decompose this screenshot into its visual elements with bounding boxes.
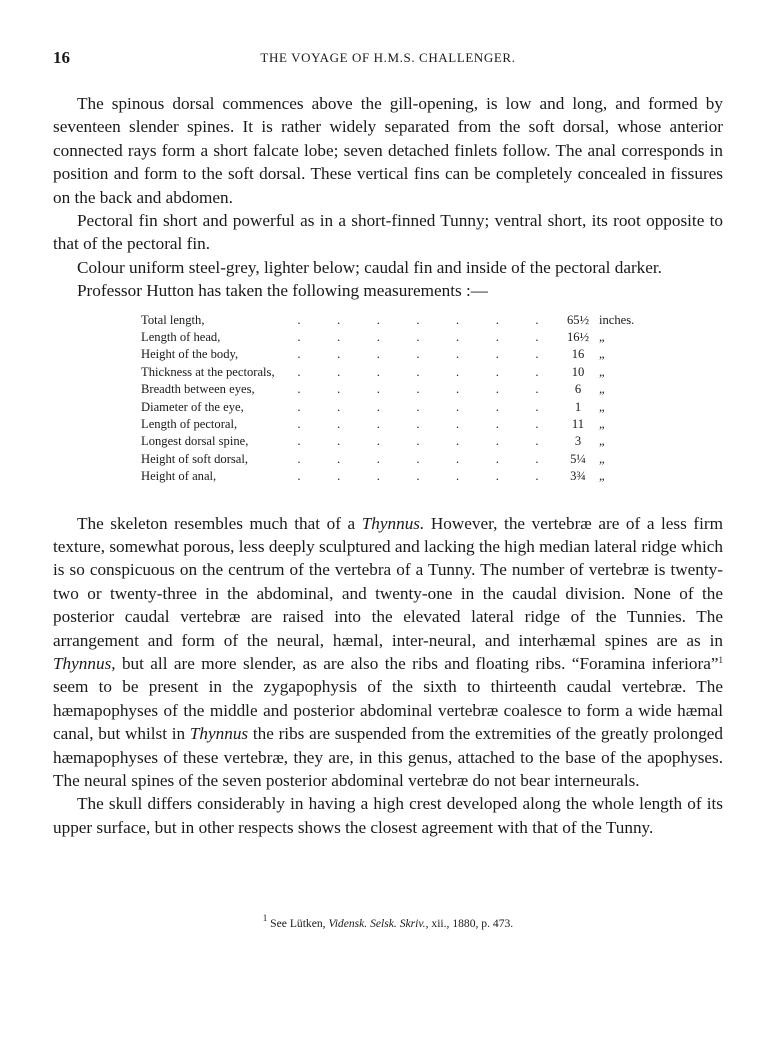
- leader-dot: .: [535, 417, 539, 431]
- leader-dot: .: [495, 417, 499, 431]
- leader-dot: .: [297, 347, 301, 362]
- leader-dot: .: [337, 330, 341, 345]
- measurement-unit: „: [599, 347, 605, 362]
- leader-dot: .: [376, 364, 380, 379]
- measurement-label: Length of head,: [141, 330, 221, 345]
- italic-genus-name: Thynnus.: [361, 513, 425, 533]
- leader-dot: .: [416, 364, 420, 379]
- measurement-row: [141, 329, 661, 346]
- leader-dot: .: [376, 347, 380, 362]
- measurement-row: [141, 381, 661, 398]
- measurement-unit: „: [599, 382, 605, 397]
- measurement-unit: „: [599, 330, 605, 345]
- leader-dot: .: [337, 382, 341, 397]
- leader-dot: .: [495, 399, 499, 414]
- measurement-row: [141, 399, 661, 416]
- paragraph-colour: Colour uniform steel-grey, lighter below; caudal fin and inside of the pectoral darker.: [77, 257, 662, 277]
- measurement-value: 5¼: [570, 451, 586, 466]
- leader-dot: .: [297, 312, 301, 327]
- leader-dot: .: [376, 312, 380, 327]
- leader-dot: .: [416, 434, 420, 449]
- leader-dot: .: [535, 364, 539, 379]
- leader-dot: .: [495, 312, 499, 327]
- leader-dot: .: [456, 330, 460, 345]
- leader-dot: .: [297, 382, 301, 397]
- text-run: The skeleton resembles much that of a: [77, 513, 362, 533]
- dot-leader: [295, 399, 541, 416]
- leader-dot: .: [416, 347, 420, 362]
- measurement-row: [141, 346, 661, 363]
- measurement-label: Thickness at the pectorals,: [141, 364, 275, 379]
- leader-dot: .: [495, 434, 499, 449]
- leader-dot: .: [376, 382, 380, 397]
- leader-dot: .: [456, 364, 460, 379]
- measurement-value: 16: [571, 347, 585, 362]
- footnote-text: See Lütken,: [267, 917, 329, 930]
- leader-dot: .: [337, 364, 341, 379]
- measurement-unit: inches.: [599, 312, 635, 327]
- leader-dot: .: [416, 312, 420, 327]
- measurement-row: [141, 451, 661, 468]
- leader-dot: .: [337, 469, 341, 484]
- measurement-row: [141, 433, 661, 450]
- dot-leader: [295, 312, 541, 329]
- leader-dot: .: [456, 469, 460, 484]
- measurements-table: [141, 312, 661, 486]
- leader-dot: .: [376, 417, 380, 431]
- leader-dot: .: [535, 347, 539, 362]
- leader-dot: .: [495, 469, 499, 484]
- leader-dot: .: [297, 434, 301, 449]
- measurement-label: Length of pectoral,: [141, 417, 238, 431]
- leader-dot: .: [416, 382, 420, 397]
- footnote-text: , xii., 1880, p. 473.: [425, 917, 514, 930]
- italic-genus-name: Thynnus,: [53, 654, 116, 673]
- leader-dot: .: [337, 434, 341, 449]
- text-run: the ribs are suspended from the extremities of the greatly prolonged hæmapophyses of these vertebræ, they are, in this genus, attached to the base of the apophyses. The neural spines of the seven posterior abdominal vertebræ do not bear interneurals.: [53, 724, 724, 791]
- leader-dot: .: [376, 330, 380, 345]
- page-header: [53, 48, 723, 70]
- measurement-label: Height of the body,: [141, 347, 239, 362]
- leader-dot: .: [416, 330, 420, 345]
- dot-leader: [295, 416, 541, 433]
- measurement-label: Breadth between eyes,: [141, 382, 255, 397]
- measurement-unit: „: [599, 399, 605, 414]
- measurement-unit: „: [599, 417, 605, 431]
- text-run: seem to be present in the zygapophysis of the sixth to thirteenth caudal vertebræ. The hæmapophyses of the middle and posterior abdominal vertebræ coalesce to form a wide hæmal canal, but whilst in: [53, 677, 723, 744]
- leader-dot: .: [416, 469, 420, 484]
- dot-leader: [295, 346, 541, 363]
- leader-dot: .: [337, 347, 341, 362]
- leader-dot: .: [416, 399, 420, 414]
- leader-dot: .: [456, 382, 460, 397]
- measurement-unit: „: [599, 434, 605, 449]
- paragraph-pectoral-fin: Pectoral fin short and powerful as in a short-finned Tunny; ventral short, its root opposite to that of the pectoral fin.: [53, 211, 723, 254]
- leader-dot: .: [535, 382, 539, 397]
- measurement-value: 3: [574, 434, 582, 449]
- leader-dot: .: [376, 469, 380, 484]
- paragraph-measurements-intro: Professor Hutton has taken the following measurements :—: [77, 281, 488, 301]
- measurement-value: 65½: [566, 312, 590, 327]
- measurement-value: 11: [571, 417, 585, 431]
- leader-dot: .: [456, 417, 460, 431]
- leader-dot: .: [376, 434, 380, 449]
- leader-dot: .: [456, 312, 460, 327]
- leader-dot: .: [535, 312, 539, 327]
- leader-dot: .: [535, 469, 539, 484]
- measurement-value: 6: [574, 382, 582, 397]
- dot-leader: [295, 451, 541, 468]
- leader-dot: .: [495, 382, 499, 397]
- measurement-unit: „: [599, 451, 605, 466]
- measurement-label: Longest dorsal spine,: [141, 434, 249, 449]
- leader-dot: .: [337, 399, 341, 414]
- measurement-row: [141, 364, 661, 381]
- page-body: [53, 92, 723, 839]
- leader-dot: .: [297, 330, 301, 345]
- page-number: 16: [53, 48, 70, 67]
- leader-dot: .: [416, 451, 420, 466]
- paragraph-dorsal-fins: The spinous dorsal commences above the gill-opening, is low and long, and formed by seventeen slender spines. It is rather widely separated from the soft dorsal, whose anterior connected rays form a short falcate lobe; seven detached finlets follow. The anal corresponds in position and form to the soft dorsal. These vertical fins can be completely concealed in fissures on the back and abdomen.: [53, 94, 723, 207]
- measurement-label: Height of soft dorsal,: [141, 451, 249, 466]
- measurement-value: 16½: [566, 330, 590, 345]
- measurement-value: 10: [571, 364, 585, 379]
- text-run: However, the vertebræ are of a less firm texture, somewhat porous, less deeply sculptured and lacking the high median lateral ridge which is so conspicuous on the centrum of the vertebra of a Tunny. The number of vertebræ is twenty-two or twenty-three in the abdominal, and twenty-one in the caudal division. None of the posterior caudal vertebræ are raised into the elevated lateral ridge of the Tunnies. The arrangement and form of the neural, hæmal, inter-neural, and interhæmal spines are as in: [53, 513, 723, 650]
- measurement-value: 3¾: [570, 469, 586, 484]
- dot-leader: [295, 468, 541, 485]
- leader-dot: .: [297, 469, 301, 484]
- leader-dot: .: [416, 417, 420, 431]
- leader-dot: .: [495, 364, 499, 379]
- leader-dot: .: [456, 347, 460, 362]
- paragraph-skull: The skull differs considerably in having a high crest developed along the whole length of its upper surface, but in other respects shows the closest agreement with that of the Tunny.: [53, 794, 723, 837]
- running-title: THE VOYAGE OF H.M.S. CHALLENGER.: [260, 50, 516, 65]
- footnote-marker: 1: [262, 913, 268, 923]
- paragraph-skeleton: [53, 512, 723, 793]
- measurement-label: Diameter of the eye,: [141, 399, 244, 414]
- dot-leader: [295, 329, 541, 346]
- dot-leader: [295, 381, 541, 398]
- italic-genus-name: Thynnus: [189, 724, 249, 744]
- footnote: [0, 913, 776, 930]
- leader-dot: .: [337, 417, 341, 431]
- measurement-label: Total length,: [141, 312, 205, 327]
- leader-dot: .: [535, 451, 539, 466]
- measurement-unit: „: [599, 364, 605, 379]
- leader-dot: .: [297, 417, 301, 431]
- leader-dot: .: [456, 434, 460, 449]
- leader-dot: .: [297, 399, 301, 414]
- leader-dot: .: [535, 434, 539, 449]
- dot-leader: [295, 364, 541, 381]
- leader-dot: .: [456, 451, 460, 466]
- leader-dot: .: [376, 399, 380, 414]
- measurement-row: [141, 468, 661, 485]
- footnote-reference[interactable]: 1: [718, 655, 723, 665]
- leader-dot: .: [495, 347, 499, 362]
- text-run: but all are more slender, as are also the ribs and floating ribs. “Foramina inferiora”: [115, 654, 719, 673]
- footnote-journal-title: Vidensk. Selsk. Skriv.: [328, 917, 426, 930]
- measurement-row: [141, 312, 661, 329]
- leader-dot: .: [535, 399, 539, 414]
- leader-dot: .: [297, 364, 301, 379]
- measurement-row: [141, 416, 661, 433]
- leader-dot: .: [456, 399, 460, 414]
- leader-dot: .: [535, 330, 539, 345]
- leader-dot: .: [495, 330, 499, 345]
- leader-dot: .: [495, 451, 499, 466]
- leader-dot: .: [337, 312, 341, 327]
- leader-dot: .: [337, 451, 341, 466]
- measurement-value: 1: [574, 399, 582, 414]
- measurement-label: Height of anal,: [141, 469, 217, 484]
- measurement-unit: „: [599, 469, 605, 484]
- leader-dot: .: [297, 451, 301, 466]
- dot-leader: [295, 433, 541, 450]
- leader-dot: .: [376, 451, 380, 466]
